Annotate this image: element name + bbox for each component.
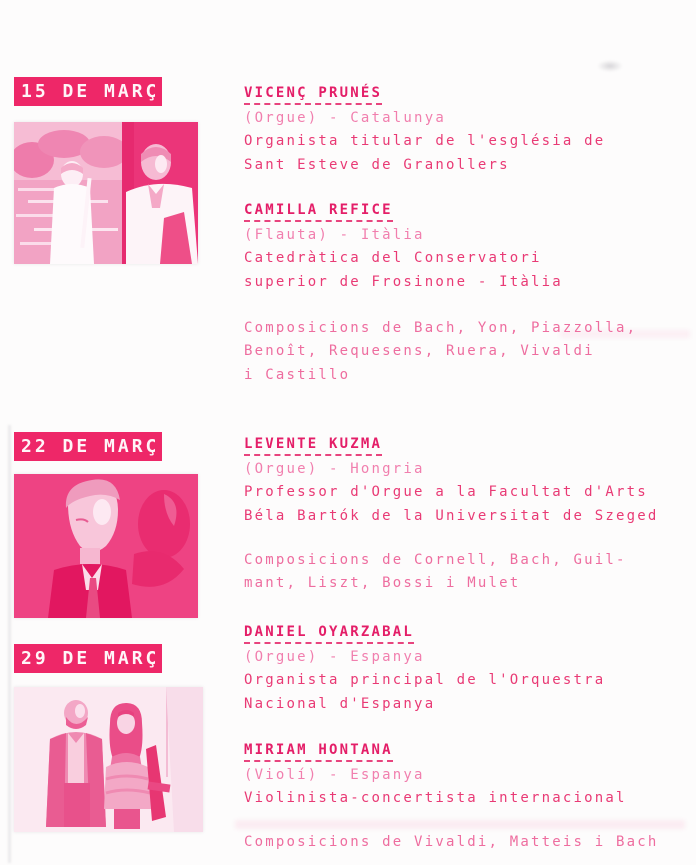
duotone-photo-organist-portrait: [14, 474, 198, 618]
artist-name: DANIEL OYARZABAL: [244, 624, 414, 644]
date-label: 22 DE MARÇ: [21, 436, 160, 457]
duotone-photo-organist-and-violinist: [14, 687, 203, 832]
artist-block-vicenc-prunes: [244, 82, 694, 177]
artist-instrument-country: (Orgue) - Catalunya: [244, 110, 446, 126]
duotone-photo-flautist-and-organist: [14, 122, 198, 264]
artist-instrument-country: (Flauta) - Itàlia: [244, 227, 425, 243]
date-chip-29-marc: [14, 644, 162, 673]
compositions-line: Composicions de Bach, Yon, Piazzolla,: [244, 320, 638, 336]
compositions-block-3: [244, 831, 694, 854]
date-label: 29 DE MARÇ: [21, 648, 160, 669]
compositions-line: mant, Liszt, Bossi i Mulet: [244, 575, 521, 592]
scan-edge-shadow: [8, 425, 11, 863]
artist-bio-line: Catedràtica del Conservatori: [244, 250, 542, 267]
compositions-line: i Castillo: [244, 366, 351, 383]
artist-bio-line: Sant Esteve de Granollers: [244, 156, 510, 173]
artist-block-miriam-hontana: [244, 739, 694, 811]
artist-block-levente-kuzma: [244, 433, 694, 528]
compositions-line: Composicions de Cornell, Bach, Guil-: [244, 552, 627, 568]
artist-block-daniel-oyarzabal: [244, 621, 694, 716]
scan-smudge: [597, 60, 623, 72]
artist-name: MIRIAM HONTANA: [244, 742, 393, 762]
compositions-line: Composicions de Vivaldi, Matteis i Bach: [244, 834, 659, 850]
date-chip-15-marc: [14, 77, 162, 106]
scan-streak: [235, 820, 685, 829]
compositions-block-1: [244, 317, 694, 387]
artist-instrument-country: (Violí) - Espanya: [244, 767, 425, 783]
artist-bio-line: Béla Bartók de la Universitat de Szeged: [244, 507, 659, 524]
photo-illustration: [14, 122, 198, 264]
artist-name: LEVENTE KUZMA: [244, 436, 382, 456]
date-label: 15 DE MARÇ: [21, 81, 160, 102]
artist-bio-line: Nacional d'Espanya: [244, 695, 436, 712]
artist-bio-line: Violinista-concertista internacional: [244, 790, 627, 807]
compositions-block-2: [244, 549, 694, 596]
artist-instrument-country: (Orgue) - Hongria: [244, 461, 425, 477]
compositions-line: Benoît, Requesens, Ruera, Vivaldi: [244, 343, 595, 360]
date-chip-22-marc: [14, 432, 162, 461]
artist-bio-line: Organista titular de l'església de: [244, 133, 606, 150]
artist-name: CAMILLA REFICE: [244, 202, 393, 222]
artist-bio-line: Professor d'Orgue a la Facultat d'Arts: [244, 484, 648, 501]
artist-bio-line: Organista principal de l'Orquestra: [244, 672, 606, 689]
artist-block-camilla-refice: [244, 199, 694, 294]
artist-instrument-country: (Orgue) - Espanya: [244, 649, 425, 665]
artist-bio-line: superior de Frosinone - Itàlia: [244, 273, 563, 290]
artist-name: VICENÇ PRUNÉS: [244, 85, 382, 105]
photo-illustration: [14, 474, 198, 618]
photo-illustration: [14, 687, 203, 832]
